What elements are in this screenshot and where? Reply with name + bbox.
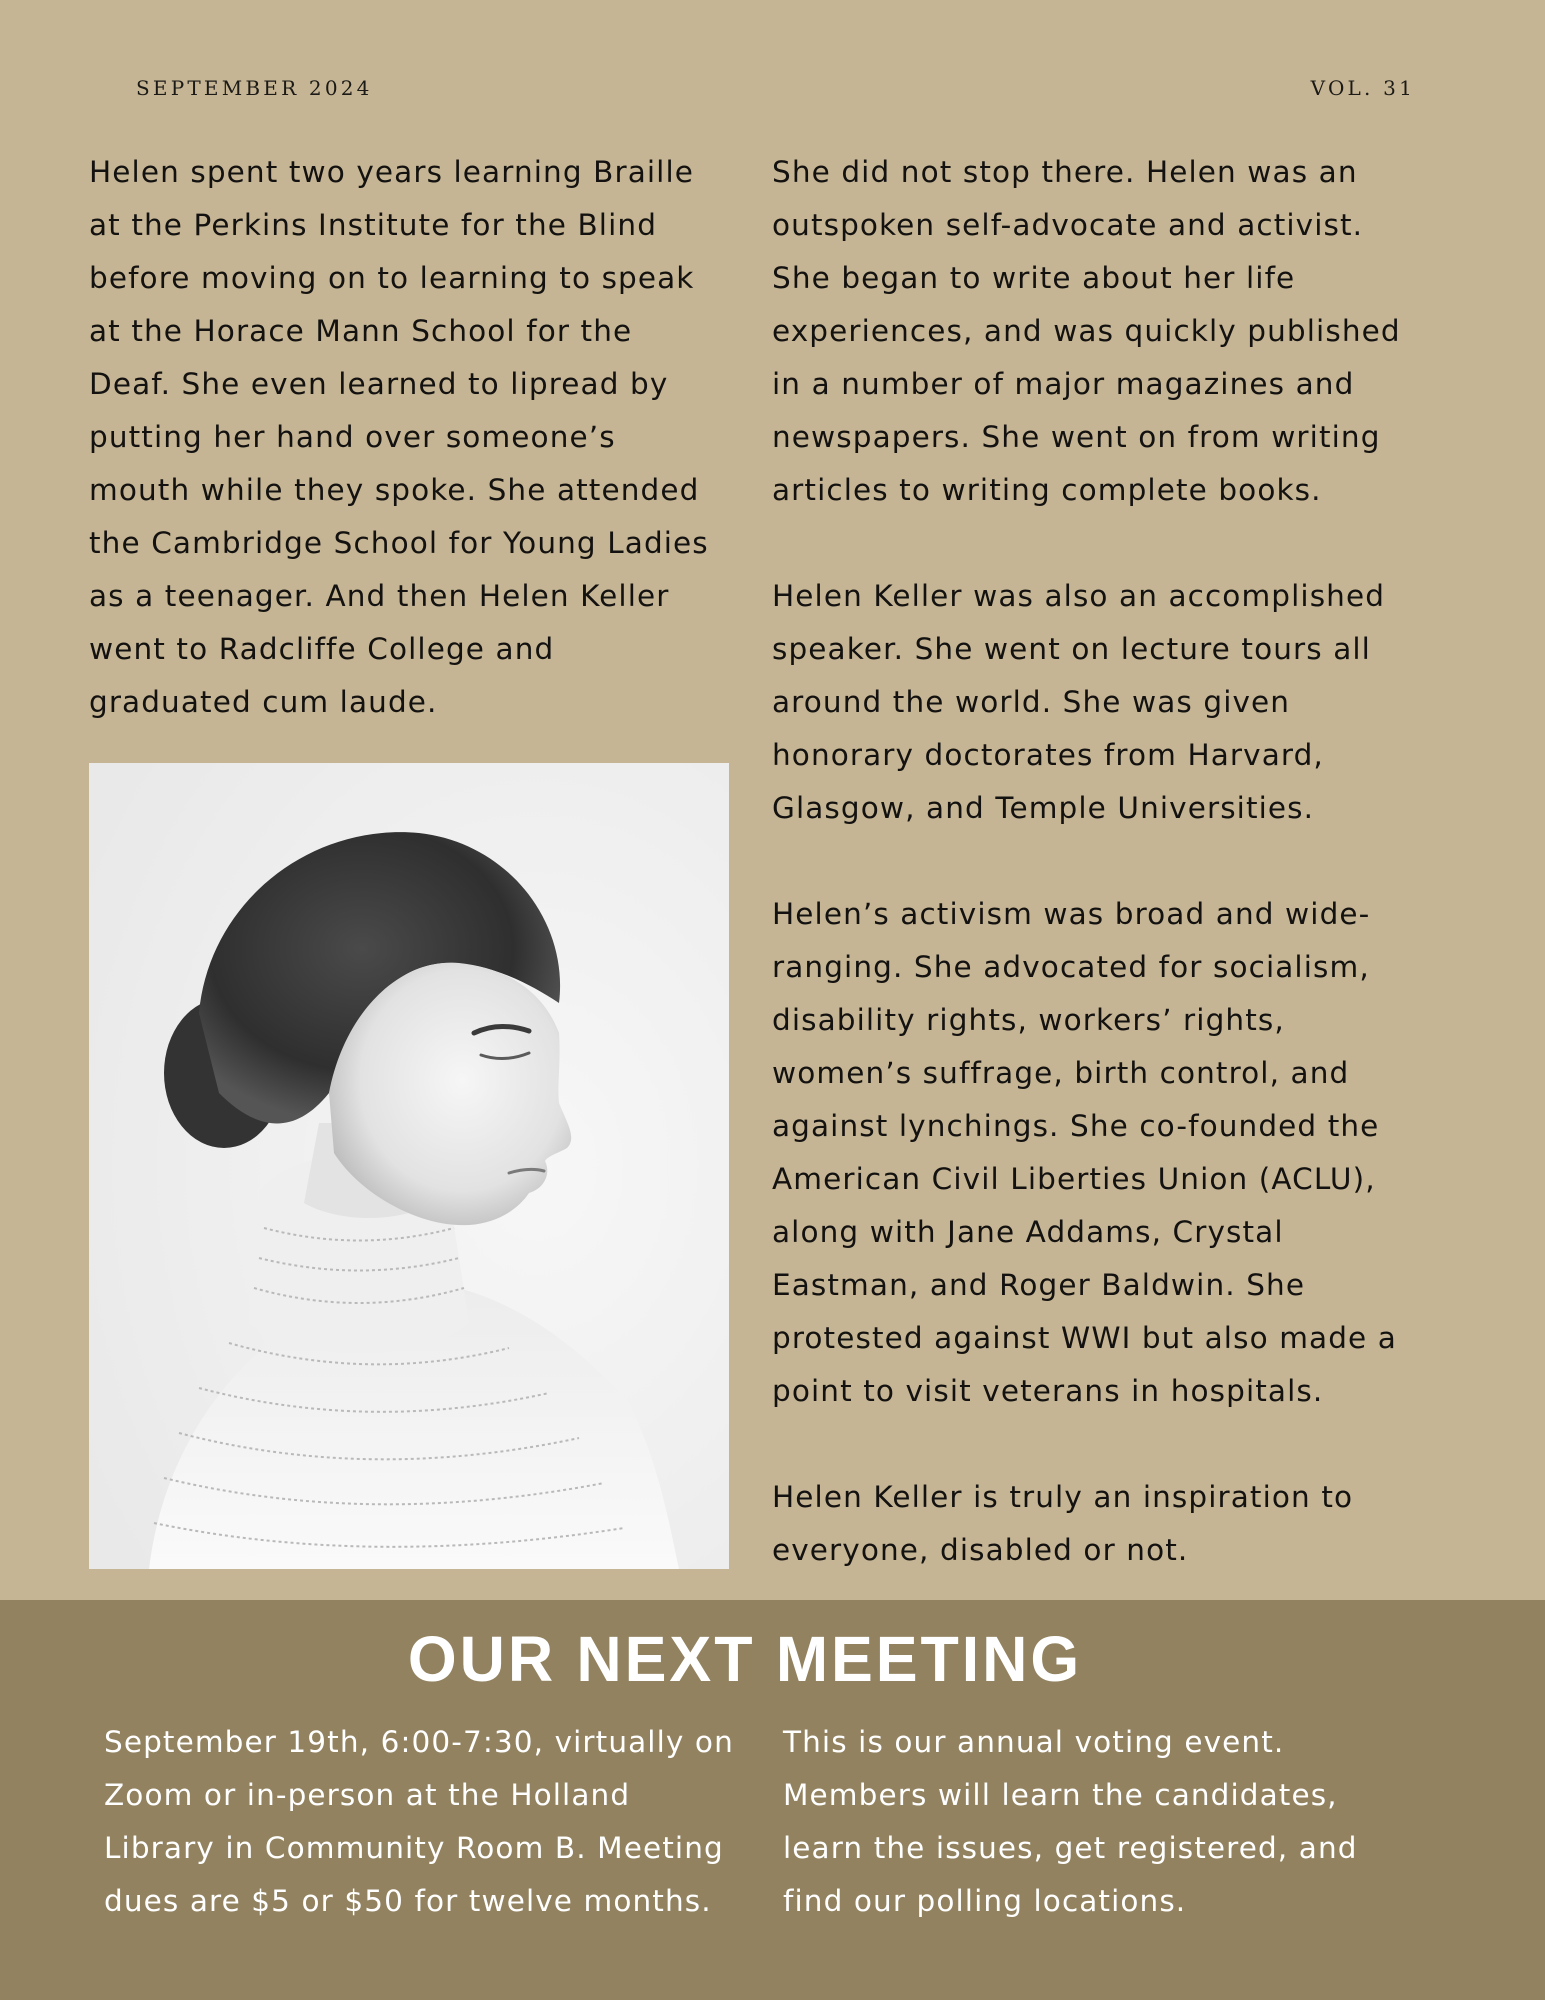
text-line: around the world. She was given: [772, 685, 1291, 719]
paragraph-spacer: [772, 517, 1472, 570]
text-line: at the Horace Mann School for the: [89, 314, 633, 348]
text-line: speaker. She went on lecture tours all: [772, 632, 1371, 666]
text-line: at the Perkins Institute for the Blind: [89, 208, 658, 242]
text-line: She began to write about her life: [772, 261, 1296, 295]
text-line: Helen Keller is truly an inspiration to: [772, 1480, 1354, 1514]
meeting-details: [104, 1716, 764, 1928]
text-line: Helen’s activism was broad and wide-: [772, 897, 1371, 931]
article-right-column: [772, 146, 1472, 1577]
helen-keller-portrait: [89, 763, 729, 1569]
text-line: find our polling locations.: [783, 1884, 1187, 1918]
text-line: before moving on to learning to speak: [89, 261, 695, 295]
text-line: Glasgow, and Temple Universities.: [772, 791, 1315, 825]
text-line: Eastman, and Roger Baldwin. She: [772, 1268, 1306, 1302]
text-line: Members will learn the candidates,: [783, 1778, 1338, 1812]
text-line: mouth while they spoke. She attended: [89, 473, 700, 507]
text-line: outspoken self-advocate and activist.: [772, 208, 1364, 242]
issue-date: SEPTEMBER 2024: [136, 76, 373, 100]
article-paragraph: [772, 888, 1472, 1418]
text-line: graduated cum laude.: [89, 685, 438, 719]
paragraph-spacer: [772, 835, 1472, 888]
meeting-description: [783, 1716, 1443, 1928]
text-line: along with Jane Addams, Crystal: [772, 1215, 1284, 1249]
text-line: against lynchings. She co-founded the: [772, 1109, 1380, 1143]
text-line: dues are $5 or $50 for twelve months.: [104, 1884, 712, 1918]
article-left-column: [89, 146, 749, 729]
text-line: Library in Community Room B. Meeting: [104, 1831, 724, 1865]
portrait-illustration: [89, 763, 729, 1569]
paragraph-spacer: [772, 1418, 1472, 1471]
text-line: Helen Keller was also an accomplished: [772, 579, 1386, 613]
text-line: newspapers. She went on from writing: [772, 420, 1381, 454]
text-line: American Civil Liberties Union (ACLU),: [772, 1162, 1376, 1196]
text-line: in a number of major magazines and: [772, 367, 1355, 401]
text-line: learn the issues, get registered, and: [783, 1831, 1358, 1865]
text-line: Zoom or in-person at the Holland: [104, 1778, 631, 1812]
meeting-paragraph: [783, 1716, 1443, 1928]
text-line: She did not stop there. Helen was an: [772, 155, 1358, 189]
text-line: the Cambridge School for Young Ladies: [89, 526, 709, 560]
text-line: point to visit veterans in hospitals.: [772, 1374, 1324, 1408]
text-line: protested against WWI but also made a: [772, 1321, 1397, 1355]
text-line: experiences, and was quickly published: [772, 314, 1401, 348]
article-paragraph: [772, 146, 1472, 517]
text-line: putting her hand over someone’s: [89, 420, 616, 454]
text-line: Deaf. She even learned to lipread by: [89, 367, 669, 401]
text-line: ranging. She advocated for socialism,: [772, 950, 1370, 984]
next-meeting-heading: OUR NEXT MEETING: [407, 1623, 1083, 1695]
article-paragraph: [772, 570, 1472, 835]
text-line: Helen spent two years learning Braille: [89, 155, 695, 189]
volume-number: VOL. 31: [1310, 76, 1415, 100]
meeting-paragraph: [104, 1716, 764, 1928]
next-meeting-section: [0, 1600, 1545, 2000]
text-line: This is our annual voting event.: [783, 1725, 1285, 1759]
text-line: as a teenager. And then Helen Keller: [89, 579, 670, 613]
text-line: honorary doctorates from Harvard,: [772, 738, 1324, 772]
text-line: September 19th, 6:00-7:30, virtually on: [104, 1725, 734, 1759]
text-line: women’s suffrage, birth control, and: [772, 1056, 1350, 1090]
text-line: went to Radcliffe College and: [89, 632, 555, 666]
article-paragraph: [772, 1471, 1472, 1577]
article-paragraph: [89, 146, 749, 729]
text-line: everyone, disabled or not.: [772, 1533, 1189, 1567]
text-line: articles to writing complete books.: [772, 473, 1322, 507]
text-line: disability rights, workers’ rights,: [772, 1003, 1285, 1037]
